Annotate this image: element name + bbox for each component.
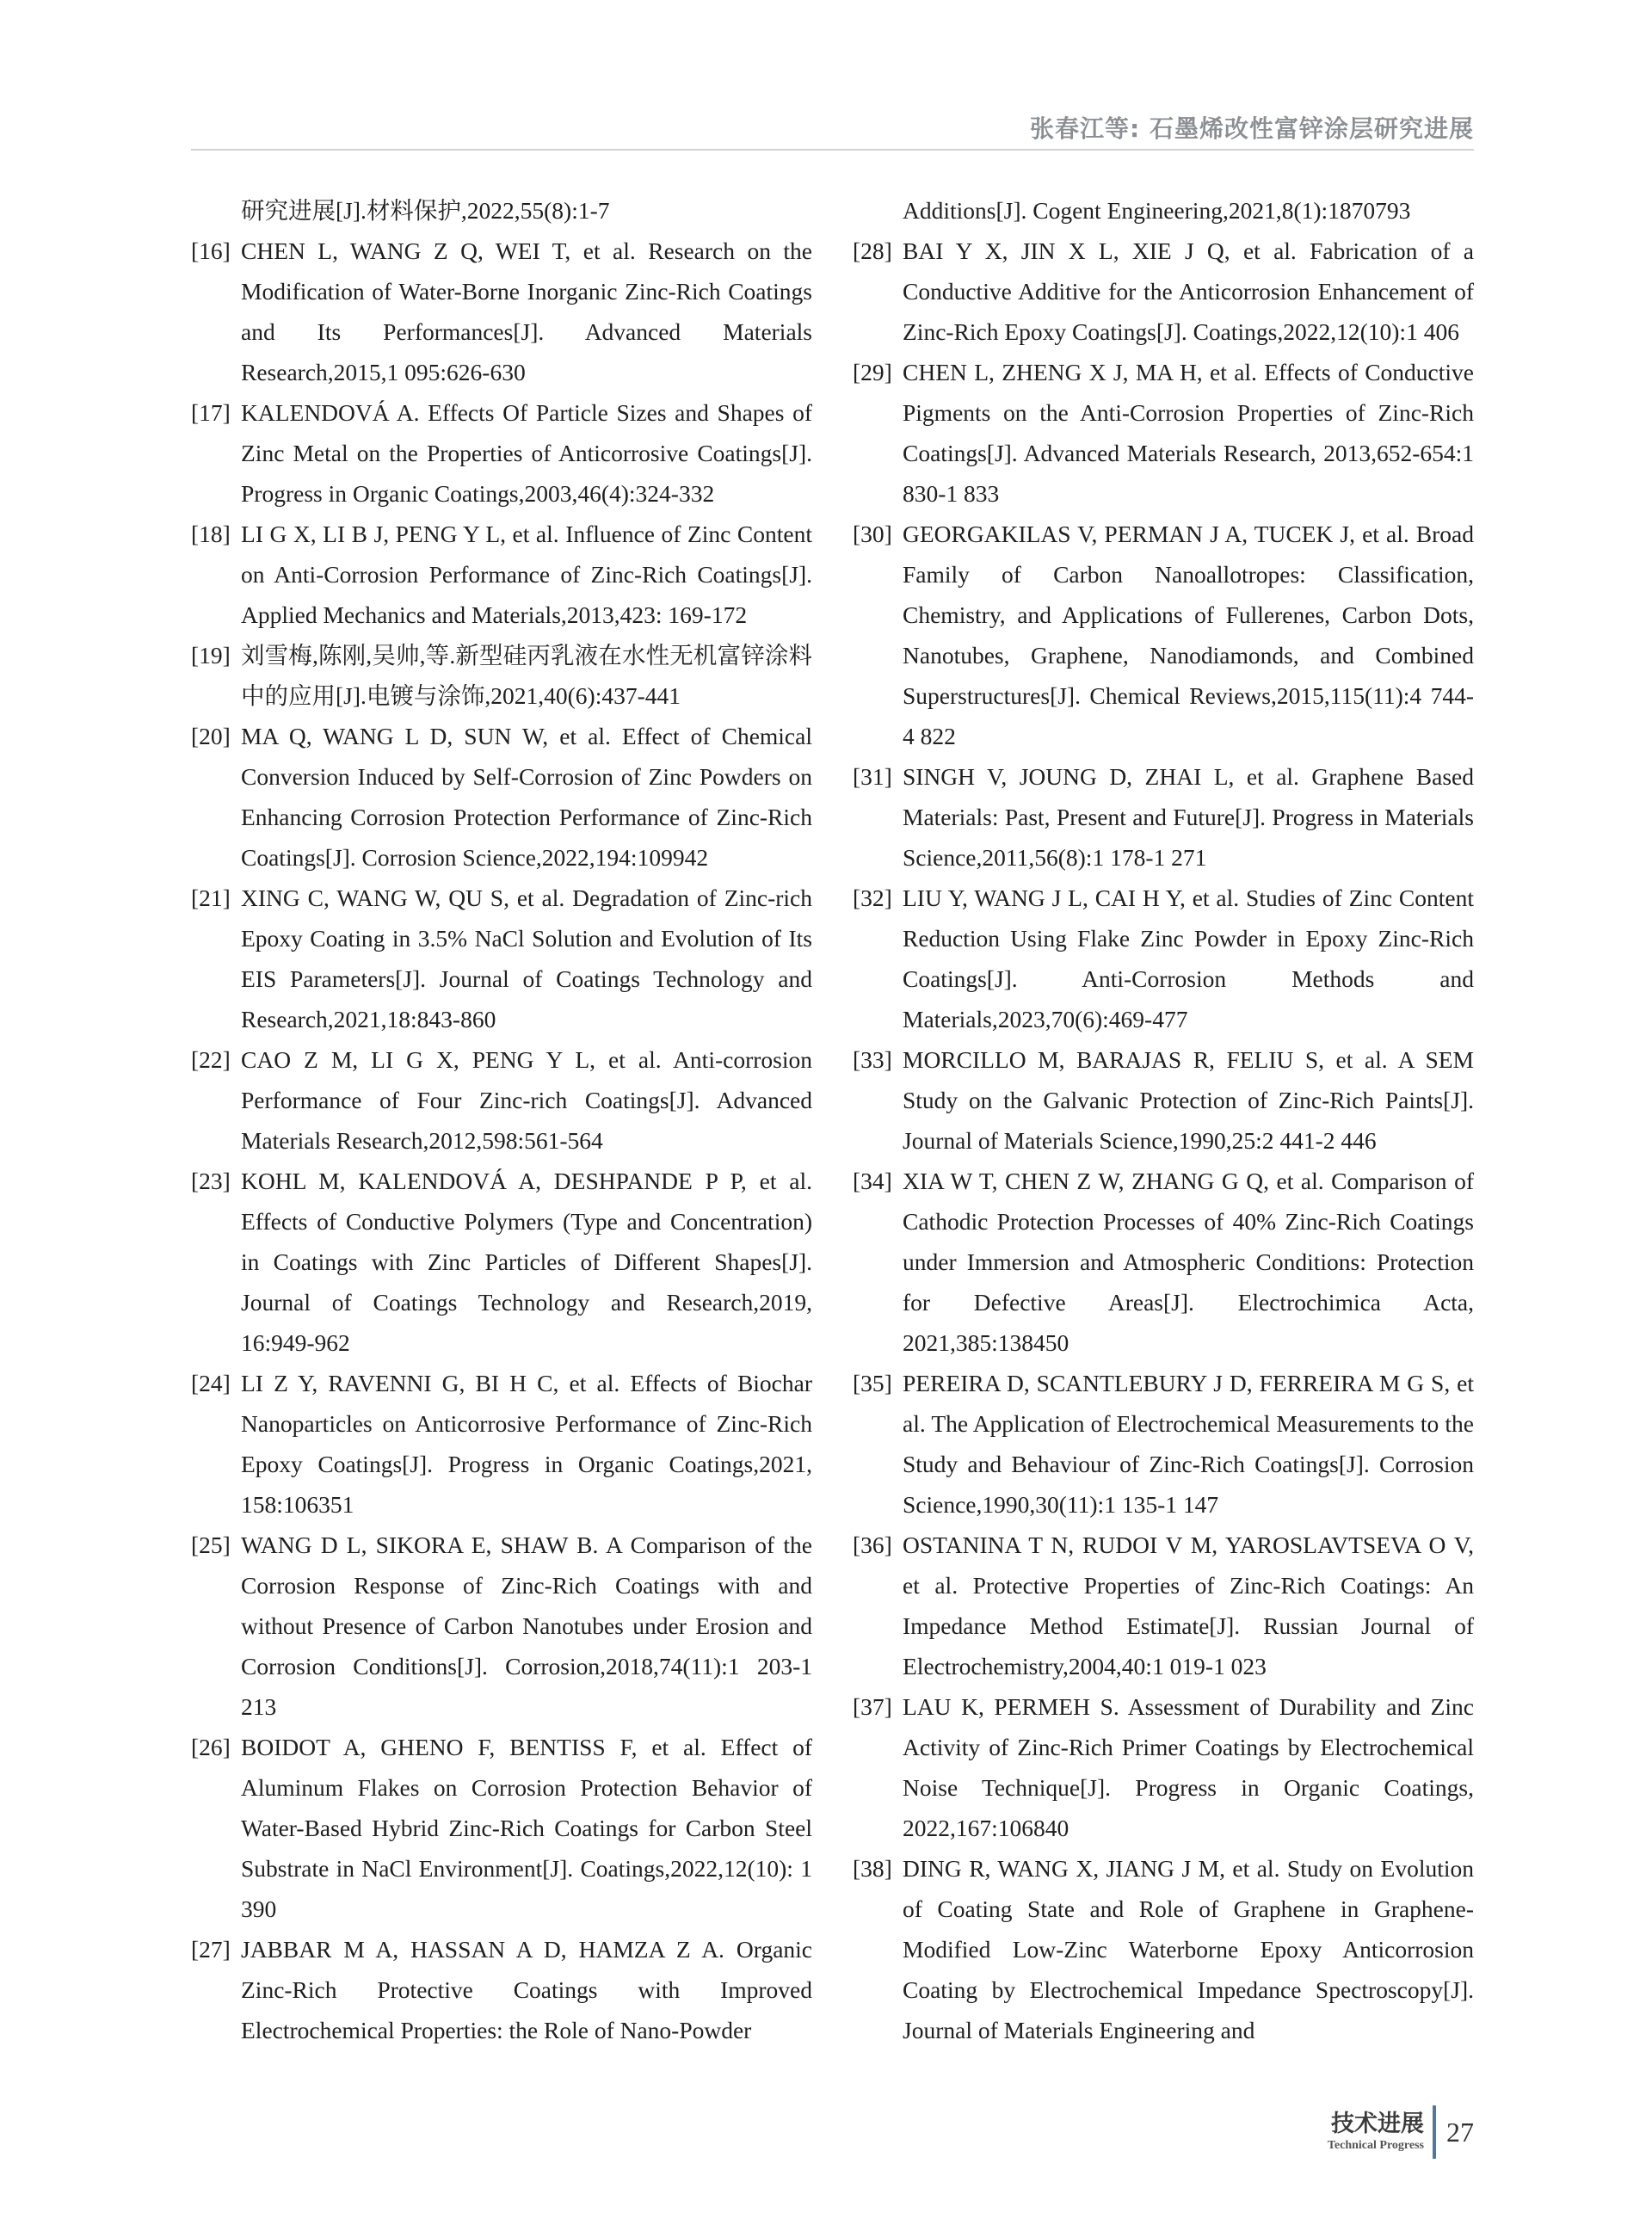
reference-text: Additions[J]. Cogent Engineering,2021,8(1):1870793 xyxy=(903,197,1411,224)
reference-text: OSTANINA T N, RUDOI V M, YAROSLAVTSEVA O V, et al. Protective Properties of Zinc-Rich Coatings: An Impedance Method Estimate[J]. Russian Journal of Electrochemistry,2004,40:1 019-1 023 xyxy=(903,1532,1474,1680)
reference-text: MA Q, WANG L D, SUN W, et al. Effect of Chemical Conversion Induced by Self-Corrosion of Zinc Powders on Enhancing Corrosion Protection Performance of Zinc-Rich Coatings[J]. Corrosion Science,2022,194:109942 xyxy=(241,723,812,871)
reference-number: [28] xyxy=(853,237,892,264)
reference-number: [32] xyxy=(853,884,892,911)
reference-text: 刘雪梅,陈刚,吴帅,等.新型硅丙乳液在水性无机富锌涂料中的应用[J].电镀与涂饰,2021,40(6):437-441 xyxy=(241,642,812,709)
reference-item xyxy=(191,716,812,878)
reference-item xyxy=(191,514,812,635)
reference-number: [27] xyxy=(191,1936,231,1963)
reference-text: LIU Y, WANG J L, CAI H Y, et al. Studies of Zinc Content Reduction Using Flake Zinc Powder in Epoxy Zinc-Rich Coatings[J]. Anti-Corrosion Methods and Materials,2023,70(6):469-477 xyxy=(903,884,1474,1032)
reference-number: [35] xyxy=(853,1370,892,1396)
reference-item xyxy=(853,756,1474,878)
reference-number: [23] xyxy=(191,1168,231,1194)
reference-text: GEORGAKILAS V, PERMAN J A, TUCEK J, et al. Broad Family of Carbon Nanoallotropes: Classification, Chemistry, and Applications of Fullerenes, Carbon Dots, Nanotubes, Graphene, Nanodiamonds, and Combined Superstructures[J]. Chemical Reviews,2015,115(11):4 744-4 822 xyxy=(903,521,1474,749)
reference-number: [30] xyxy=(853,521,892,547)
reference-column-right xyxy=(853,190,1474,2050)
reference-column-left xyxy=(191,190,812,2050)
reference-text: BAI Y X, JIN X L, XIE J Q, et al. Fabrication of a Conductive Additive for the Anticorrosion Enhancement of Zinc-Rich Epoxy Coatings[J]. Coatings,2022,12(10):1 406 xyxy=(903,237,1474,345)
reference-item xyxy=(853,1363,1474,1525)
reference-number: [37] xyxy=(853,1693,892,1720)
reference-item xyxy=(191,635,812,716)
reference-item xyxy=(191,1929,812,2050)
reference-number: [25] xyxy=(191,1532,231,1558)
reference-text: LI Z Y, RAVENNI G, BI H C, et al. Effects of Biochar Nanoparticles on Anticorrosive Performance of Zinc-Rich Epoxy Coatings[J]. Progress in Organic Coatings,2021, 158:106351 xyxy=(241,1370,812,1518)
reference-text: XING C, WANG W, QU S, et al. Degradation of Zinc-rich Epoxy Coating in 3.5% NaCl Solution and Evolution of Its EIS Parameters[J]. Journal of Coatings Technology and Research,2021,18:843-860 xyxy=(241,884,812,1032)
reference-text: CAO Z M, LI G X, PENG Y L, et al. Anti-corrosion Performance of Four Zinc-rich Coatings[J]. Advanced Materials Research,2012,598:561-564 xyxy=(241,1046,812,1154)
running-head: 张春江等: 石墨烯改性富锌涂层研究进展 xyxy=(1030,114,1474,143)
reference-item xyxy=(853,1039,1474,1161)
footer-section xyxy=(1328,2111,1433,2154)
reference-number: [24] xyxy=(191,1370,231,1396)
footer-section-cn: 技术进展 xyxy=(1331,2111,1424,2137)
reference-number: [20] xyxy=(191,723,231,749)
reference-item xyxy=(853,878,1474,1039)
reference-text: LI G X, LI B J, PENG Y L, et al. Influence of Zinc Content on Anti-Corrosion Performance of Zinc-Rich Coatings[J]. Applied Mechanics and Materials,2013,423: 169-172 xyxy=(241,521,812,628)
reference-item xyxy=(191,1161,812,1363)
reference-number: [17] xyxy=(191,399,231,426)
reference-number: [21] xyxy=(191,884,231,911)
reference-item xyxy=(853,514,1474,756)
reference-text: KOHL M, KALENDOVÁ A, DESHPANDE P P, et al. Effects of Conductive Polymers (Type and Concentration) in Coatings with Zinc Particles of Different Shapes[J]. Journal of Coatings Technology and Research,2019, 16:949-962 xyxy=(241,1168,812,1356)
reference-number: [38] xyxy=(853,1855,892,1882)
reference-text: JABBAR M A, HASSAN A D, HAMZA Z A. Organic Zinc-Rich Protective Coatings with Improved Electrochemical Properties: the Role of Nano-Powder xyxy=(241,1936,812,2043)
reference-number: [29] xyxy=(853,359,892,385)
reference-text: 研究进展[J].材料保护,2022,55(8):1-7 xyxy=(241,197,610,224)
reference-item xyxy=(853,352,1474,514)
reference-item xyxy=(853,231,1474,352)
reference-item xyxy=(191,392,812,514)
reference-number: [31] xyxy=(853,763,892,790)
reference-number: [34] xyxy=(853,1168,892,1194)
reference-item xyxy=(191,190,812,231)
reference-text: CHEN L, ZHENG X J, MA H, et al. Effects of Conductive Pigments on the Anti-Corrosion Properties of Zinc-Rich Coatings[J]. Advanced Materials Research, 2013,652-654:1 830-1 833 xyxy=(903,359,1474,507)
header-rule xyxy=(191,149,1474,151)
reference-number: [16] xyxy=(191,237,231,264)
reference-item xyxy=(191,1363,812,1525)
reference-text: WANG D L, SIKORA E, SHAW B. A Comparison of the Corrosion Response of Zinc-Rich Coatings with and without Presence of Carbon Nanotubes under Erosion and Corrosion Conditions[J]. Corrosion,2018,74(11):1 203-1 213 xyxy=(241,1532,812,1720)
reference-item xyxy=(191,878,812,1039)
reference-number: [18] xyxy=(191,521,231,547)
reference-item xyxy=(853,1686,1474,1848)
reference-text: BOIDOT A, GHENO F, BENTISS F, et al. Effect of Aluminum Flakes on Corrosion Protection Behavior of Water-Based Hybrid Zinc-Rich Coatings for Carbon Steel Substrate in NaCl Environment[J]. Coatings,2022,12(10): 1 390 xyxy=(241,1734,812,1922)
reference-item xyxy=(853,1525,1474,1686)
reference-number: [26] xyxy=(191,1734,231,1760)
reference-item xyxy=(853,1848,1474,2050)
reference-item xyxy=(191,1525,812,1727)
reference-text: MORCILLO M, BARAJAS R, FELIU S, et al. A SEM Study on the Galvanic Protection of Zinc-Rich Paints[J]. Journal of Materials Science,1990,25:2 441-2 446 xyxy=(903,1046,1474,1154)
reference-text: LAU K, PERMEH S. Assessment of Durability and Zinc Activity of Zinc-Rich Primer Coatings by Electrochemical Noise Technique[J]. Progress in Organic Coatings, 2022,167:106840 xyxy=(903,1693,1474,1841)
reference-text: SINGH V, JOUNG D, ZHAI L, et al. Graphene Based Materials: Past, Present and Future[J]. Progress in Materials Science,2011,56(8):1 178-1 271 xyxy=(903,763,1474,871)
reference-text: CHEN L, WANG Z Q, WEI T, et al. Research on the Modification of Water-Borne Inorganic Zinc-Rich Coatings and Its Performances[J]. Advanced Materials Research,2015,1 095:626-630 xyxy=(241,237,812,385)
reference-text: XIA W T, CHEN Z W, ZHANG G Q, et al. Comparison of Cathodic Protection Processes of 40% Zinc-Rich Coatings under Immersion and Atmospheric Conditions: Protection for Defective Areas[J]. Electrochimica Acta, 2021,385:138450 xyxy=(903,1168,1474,1356)
reference-number: [33] xyxy=(853,1046,892,1073)
reference-item xyxy=(853,1161,1474,1363)
reference-number: [19] xyxy=(191,642,231,669)
reference-item xyxy=(191,1039,812,1161)
reference-item xyxy=(853,190,1474,231)
reference-item xyxy=(191,231,812,392)
page-number: 27 xyxy=(1446,2116,1474,2148)
reference-text: KALENDOVÁ A. Effects Of Particle Sizes and Shapes of Zinc Metal on the Properties of Anticorrosive Coatings[J]. Progress in Organic Coatings,2003,46(4):324-332 xyxy=(241,399,812,507)
reference-number: [22] xyxy=(191,1046,231,1073)
footer-section-en: Technical Progress xyxy=(1327,2139,1424,2152)
page-footer xyxy=(1328,2105,1474,2159)
reference-text: DING R, WANG X, JIANG J M, et al. Study on Evolution of Coating State and Role of Graphene in Graphene-Modified Low-Zinc Waterborne Epoxy Anticorrosion Coating by Electrochemical Impedance Spectroscopy[J]. Journal of Materials Engineering and xyxy=(903,1855,1474,2043)
reference-text: PEREIRA D, SCANTLEBURY J D, FERREIRA M G S, et al. The Application of Electrochemical Measurements to the Study and Behaviour of Zinc-Rich Coatings[J]. Corrosion Science,1990,30(11):1 135-1 147 xyxy=(903,1370,1474,1518)
reference-number: [36] xyxy=(853,1532,892,1558)
reference-item xyxy=(191,1727,812,1929)
